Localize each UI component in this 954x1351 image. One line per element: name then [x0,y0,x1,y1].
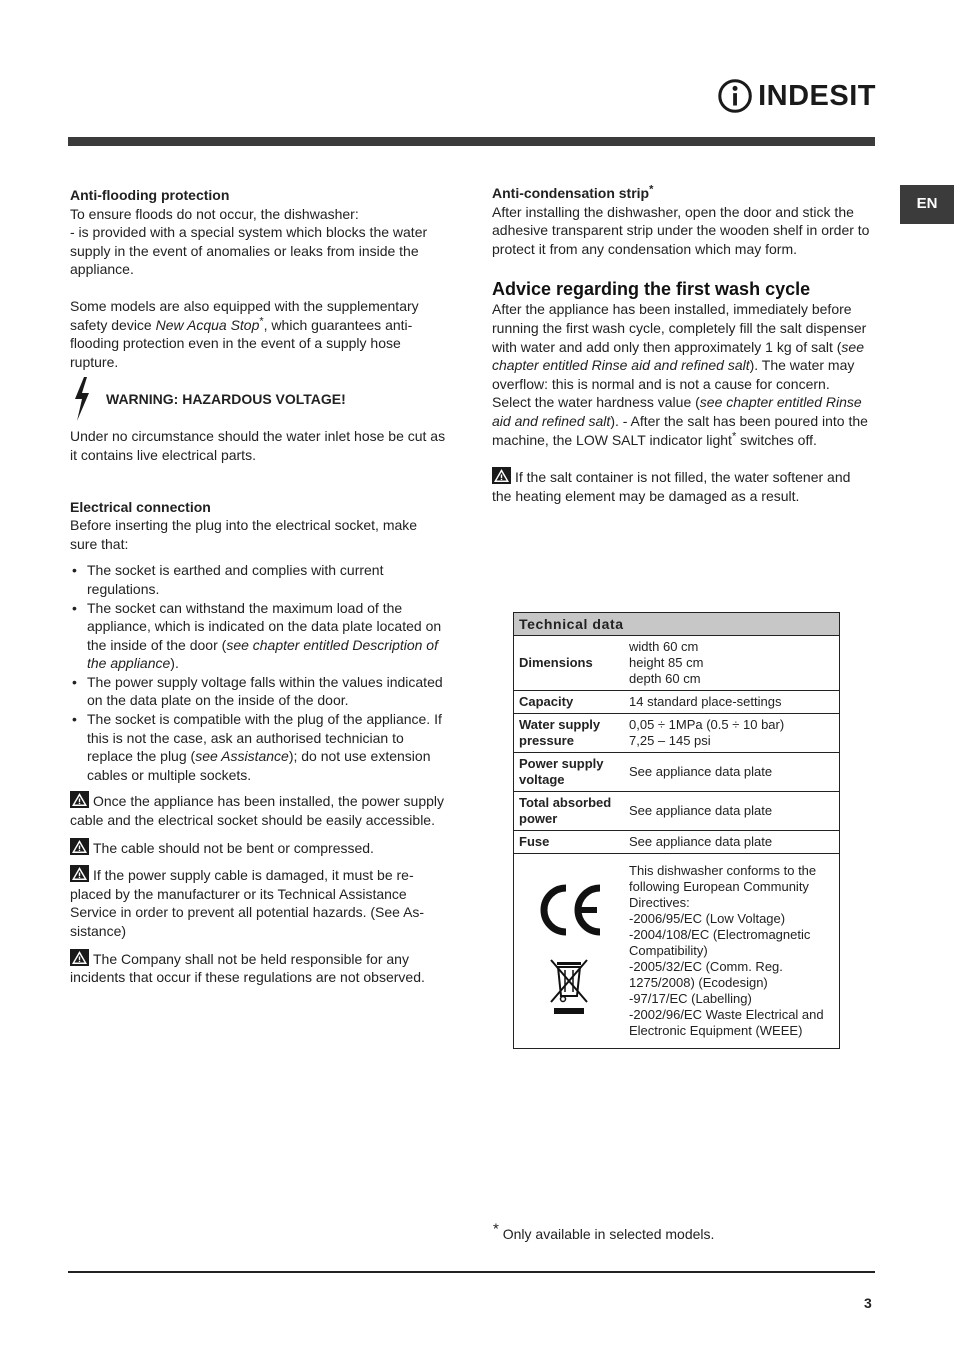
first-wash-title: Advice regarding the first wash cycle [492,279,811,300]
footer-rule [68,1271,875,1273]
certification-marks [514,854,625,1049]
anti-flooding-intro: To ensure floods do not occur, the dishwasher: [70,205,359,222]
warning-icon [70,838,89,855]
warning-icon [492,467,511,484]
directive-item: -2004/108/EC (Electromagnetic Compatibility) [629,927,811,958]
warning-note: Once the appliance has been installed, the power supply cable and the electrical socket should be easily accessible. [70,793,445,829]
voltage-warning [70,371,448,427]
electrical-intro: Before inserting the plug into the electrical socket, make sure that: [70,517,418,552]
capacity-value: 14 standard place-settings [624,691,840,714]
electrical-title: Electrical connection [70,498,211,515]
voltage-warning-title: WARNING: HAZARDOUS VOLTAGE! [106,391,346,408]
page-number: 3 [864,1295,872,1311]
list-item: • The socket is compatible with the plug of the appliance. If this is not the case, ask an authorised technician to replace the plug (see Assistance); do not use extension cables or multiple sockets. [70,710,448,784]
anti-flooding-title: Anti-flooding protection [70,187,230,203]
warning-icon [70,865,89,882]
electrical-list [70,561,448,784]
weee-bin-icon [547,958,591,1018]
table-row [514,714,840,753]
first-wash-text: After the appliance has been installed, immediately before running the first wash cycle, completely fill the salt dispenser with water and add only then approximately 1 kg of salt (see chapter entitled Rinse aid and refined salt). The water may overflow: this is normal and is not a cause for concern. Select the water hardness value (see chapter entitled Rinse aid and refined salt). - After the salt has been poured into the machine, the LOW SALT indicator light* switches off. [492,301,868,448]
warning-note: The Company shall not be held responsible for any incidents that occur if these regulations are not observed. [70,950,425,986]
footnote: * Only available in selected models. [493,1220,715,1242]
right-column [492,184,872,505]
directives-list [624,854,840,1049]
anti-flooding-line: - is provided with a special system which blocks the water supply in the event of anomalies or leaks from inside the appliance. [70,224,428,278]
absorbed-power-label: Total absorbed power [514,792,625,831]
logo-text: INDESIT [758,79,876,112]
technical-data-table [513,612,840,1049]
directive-item: This dishwasher conforms to the following European Community Directives: [629,863,817,910]
water-pressure-value: 0,05 ÷ 1MPa (0.5 ÷ 10 bar) 7,25 – 145 psi [624,714,840,753]
list-item: • The socket can withstand the maximum load of the appliance, which is indicated on the data plate located on the inside of the door (see chapter entitled Description of the appliance). [70,599,448,673]
dimensions-label: Dimensions [514,636,625,691]
water-pressure-label: Water supply pressure [514,714,625,753]
list-item: • The power supply voltage falls within the values indicated on the data plate on the inside of the door. [70,673,448,710]
indesit-logo-icon [716,76,754,116]
anti-condensation-text: After installing the dishwasher, open the door and stick the adhesive transparent strip under the wooden shelf in order to protect it from any condensation which may form. [492,203,870,257]
salt-warning: If the salt container is not filled, the water softener and the heating element may be damaged as a result. [492,469,851,504]
ce-mark-icon [534,880,604,940]
warning-note: If the power supply cable is damaged, it must be re-placed by the manufacturer or its Technical Assistance Service in order to prevent all potential hazards. (See As-sistance) [70,867,425,939]
table-row [514,854,840,1049]
directive-item: -97/17/EC (Labelling) [629,991,752,1006]
warning-note: The cable should not be bent or compressed. [70,838,448,858]
header-rule [68,137,875,146]
absorbed-power-value: See appliance data plate [624,792,840,831]
power-voltage-label: Power supply voltage [514,753,625,792]
dimensions-value: width 60 cm height 85 cm depth 60 cm [624,636,840,691]
directive-item: -2002/96/EC Waste Electrical and Electronic Equipment (WEEE) [629,1007,824,1038]
voltage-warning-text: Under no circumstance should the water inlet hose be cut as it contains live electrical parts. [70,428,446,463]
table-row [514,753,840,792]
lightning-icon [70,375,94,423]
capacity-label: Capacity [514,691,625,714]
table-header: Technical data [514,613,840,636]
warning-icon [70,791,89,808]
list-item: • The socket is earthed and complies with current regulations. [70,561,448,598]
anti-condensation-title: Anti-condensation strip* [492,183,654,201]
indesit-logo [716,74,876,118]
warning-icon [70,949,89,966]
left-column [70,186,448,987]
fuse-value: See appliance data plate [624,831,840,854]
power-voltage-value: See appliance data plate [624,753,840,792]
directive-item: -2005/32/EC (Comm. Reg. 1275/2008) (Ecodesign) [629,959,783,990]
table-row [514,792,840,831]
table-row [514,691,840,714]
language-tab: EN [900,185,954,224]
directive-item: -2006/95/EC (Low Voltage) [629,911,786,926]
table-row [514,831,840,854]
table-row [514,636,840,691]
anti-flooding-paragraph: Some models are also equipped with the supplementary safety device New Acqua Stop*, which guarantees anti-flooding protection even in the event of a supply hose rupture. [70,297,419,370]
fuse-label: Fuse [514,831,625,854]
